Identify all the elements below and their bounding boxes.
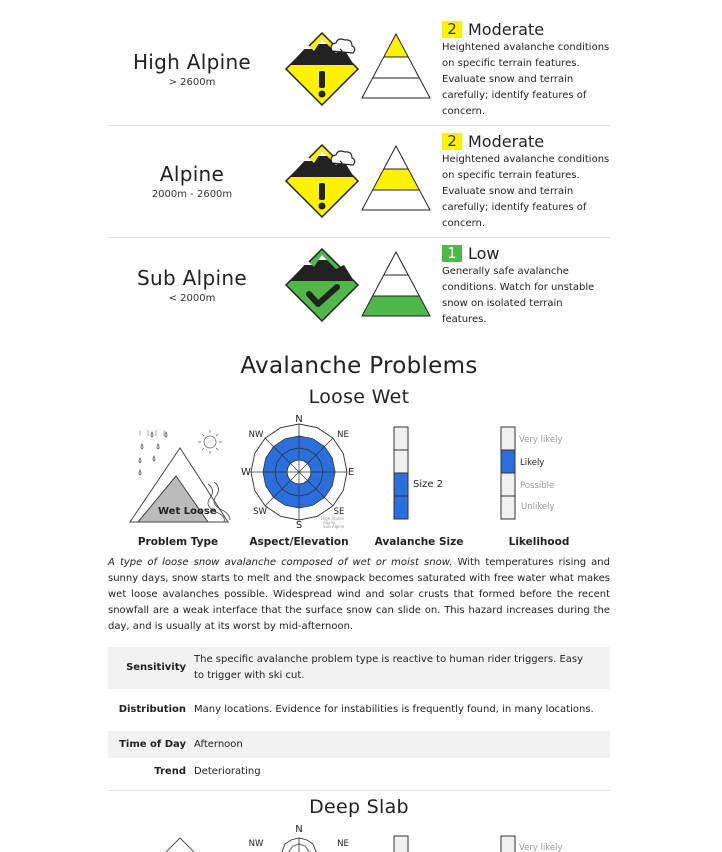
problem-title: Deep Slab xyxy=(309,796,409,818)
elevation-row-sub-alpine xyxy=(108,238,610,338)
likelihood-likely: Likely xyxy=(520,458,545,468)
problem-divider xyxy=(108,790,610,791)
elevation-label xyxy=(108,266,276,304)
compass-northeast: NE xyxy=(337,430,349,440)
elevation-range: 2000m - 2600m xyxy=(151,189,233,200)
danger-rating-label: Moderate xyxy=(468,131,545,151)
avalanche-size-meter-deep-slab xyxy=(359,834,479,852)
danger-rating-label: Moderate xyxy=(468,19,545,39)
compass-north: N xyxy=(295,414,303,425)
moderate-danger-icon xyxy=(284,31,360,107)
compass-south: S xyxy=(295,520,303,531)
likelihood-possible: Possible xyxy=(520,481,555,491)
size-caption: Avalanche Size xyxy=(374,536,464,548)
detail-key: Trend xyxy=(154,765,186,777)
compass-west: W xyxy=(241,467,251,478)
problem-type-label: Wet Loose xyxy=(158,506,217,517)
elevation-name: Alpine xyxy=(159,162,225,186)
likelihood-meter xyxy=(479,422,599,526)
problem-description xyxy=(108,555,610,635)
elevation-range: < 2000m xyxy=(168,293,216,304)
danger-rating xyxy=(442,19,610,120)
avalanche-forecast xyxy=(108,0,610,852)
likelihood-unlikely: Unlikely xyxy=(521,502,555,512)
danger-rating xyxy=(442,243,610,328)
compass-southeast: SE xyxy=(333,507,345,517)
problem-details-table xyxy=(108,647,610,785)
moderate-danger-icon xyxy=(284,143,360,219)
danger-rating xyxy=(442,131,610,232)
elevation-row-high-alpine xyxy=(108,0,610,126)
elevation-name: High Alpine xyxy=(132,50,252,74)
rose-legend-high: High Alpine xyxy=(321,516,344,521)
danger-pyramid-high xyxy=(360,32,432,100)
aspect-elevation-rose-deep-slab xyxy=(239,820,359,852)
detail-key: Distribution xyxy=(118,704,186,715)
elevation-label xyxy=(108,50,276,88)
detail-row-sensitivity xyxy=(108,647,610,689)
detail-row-distribution xyxy=(108,689,610,731)
detail-value: Afternoon xyxy=(194,738,243,750)
elevation-row-alpine xyxy=(108,126,610,238)
problem-title: Loose Wet xyxy=(308,386,410,408)
danger-rating-description: Generally safe avalanche conditions. Watch for unstable snow on isolated terrain features. xyxy=(442,266,595,325)
danger-rating-number: 1 xyxy=(442,245,462,262)
detail-row-time-of-day xyxy=(108,731,610,758)
compass-east: E xyxy=(347,467,355,478)
aspect-caption: Aspect/Elevation xyxy=(249,536,349,548)
detail-value: Deteriorating xyxy=(194,765,261,777)
detail-row-trend xyxy=(108,758,610,785)
rose-legend-sub: Sub Alpine xyxy=(323,524,345,529)
likelihood-very-likely: Very likely xyxy=(519,435,563,445)
problem-description-body: With temperatures rising and sunny days, snow starts to melt and the snowpack becomes saturated with free water what makes wet loose avalanches possible. Widespread wind and solar crusts that formed before the recent snowfall are a weak interface that the surface snow can slide on. This hazard increases during the day, and is usually at its worst by mid-afternoon. xyxy=(108,557,610,632)
aspect-elevation-rose xyxy=(239,410,359,532)
elevation-range: > 2600m xyxy=(168,77,216,88)
detail-value: The specific avalanche problem type is reactive to human rider triggers. Easy to trigger with ski cut. xyxy=(194,654,584,681)
problem-description-intro: A type of loose snow avalanche composed of wet or moist snow. xyxy=(108,557,453,568)
avalanche-size-meter xyxy=(359,422,479,526)
compass-southwest: SW xyxy=(253,507,267,517)
section-title: Avalanche Problems xyxy=(240,353,478,379)
low-danger-icon xyxy=(284,247,360,323)
problem-type-caption: Problem Type xyxy=(137,536,219,548)
detail-key: Time of Day xyxy=(119,738,186,750)
compass-northeast: NE xyxy=(337,839,349,849)
likelihood-caption: Likelihood xyxy=(508,536,570,548)
danger-pyramid-alpine xyxy=(360,144,432,212)
rose-legend-alpine: Alpine xyxy=(323,520,336,525)
deep-slab-problem-icon xyxy=(118,832,238,852)
likelihood-meter-deep-slab xyxy=(479,834,599,852)
danger-rating-description: Heightened avalanche conditions on specific terrain features. Evaluate snow and terrain carefully; identify features of concern. xyxy=(442,154,610,229)
compass-northwest: NW xyxy=(248,839,264,849)
danger-rating-number: 2 xyxy=(442,21,462,38)
likelihood-very-likely: Very likely xyxy=(519,843,563,852)
compass-north: N xyxy=(295,824,303,835)
elevation-label xyxy=(108,162,276,200)
danger-pyramid-sub-alpine xyxy=(360,250,432,318)
wet-loose-problem-icon xyxy=(118,422,238,526)
avalanche-size-label: Size 2 xyxy=(413,479,444,490)
danger-rating-description: Heightened avalanche conditions on specific terrain features. Evaluate snow and terrain carefully; identify features of concern. xyxy=(442,42,610,117)
compass-northwest: NW xyxy=(248,430,264,440)
danger-rating-label: Low xyxy=(468,243,500,263)
danger-rating-number: 2 xyxy=(442,133,462,150)
detail-key: Sensitivity xyxy=(126,662,186,673)
elevation-name: Sub Alpine xyxy=(137,266,247,290)
detail-value: Many locations. Evidence for instabilities is frequently found, in many locations. xyxy=(194,704,594,715)
